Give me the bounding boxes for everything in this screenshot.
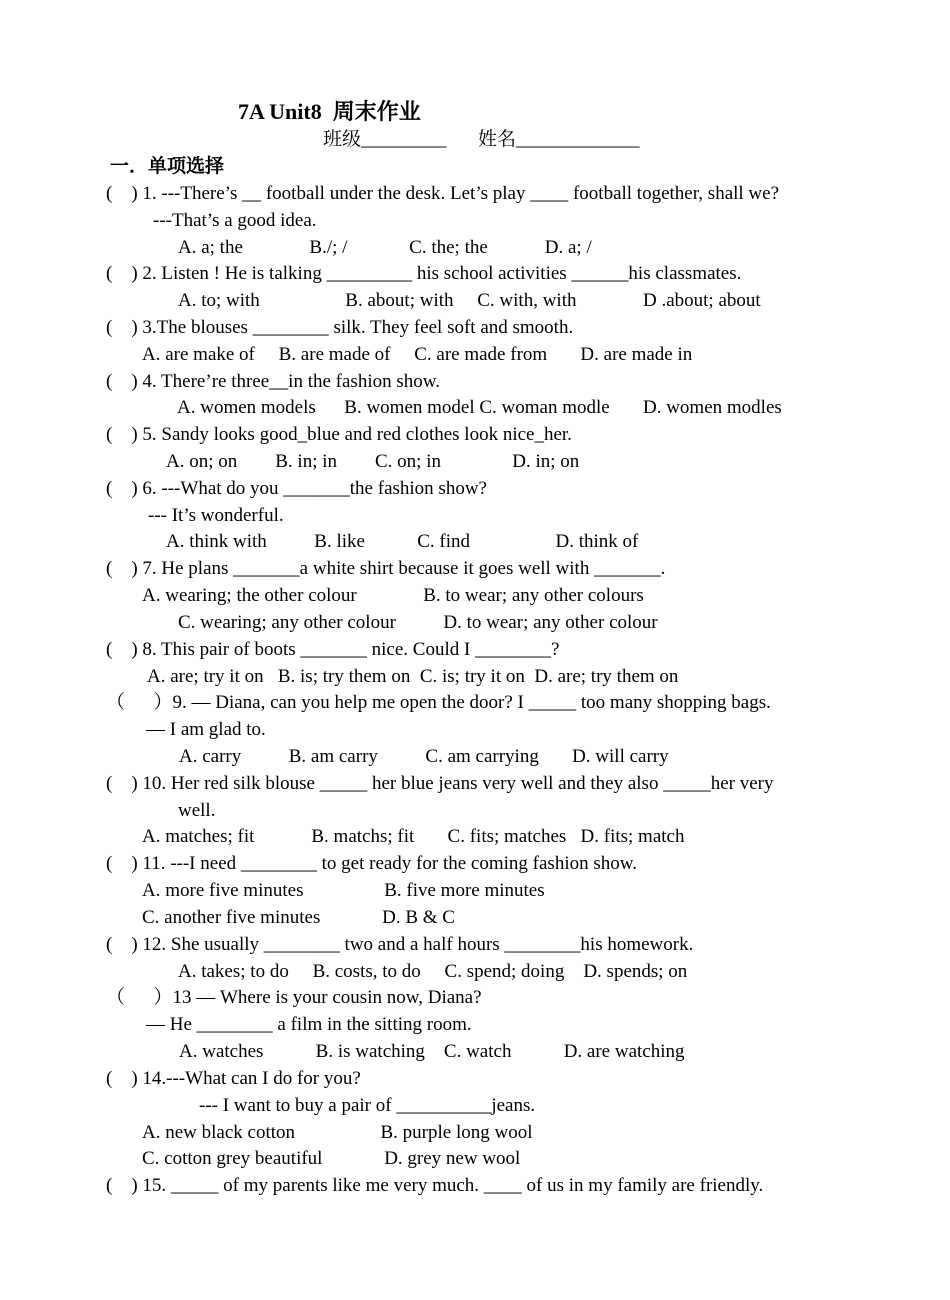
question-9-response: — I am glad to. xyxy=(146,719,266,740)
question-14-response: --- I want to buy a pair of __________jeans. xyxy=(199,1095,536,1116)
question-12-options: A. takes; to do B. costs, to do C. spend; doing D. spends; on xyxy=(178,961,688,982)
question-9: （ ）9. — Diana, can you help me open the door? I _____ too many shopping bags. xyxy=(106,692,771,713)
question-1-response: ---That’s a good idea. xyxy=(153,210,317,231)
question-10-continuation: well. xyxy=(178,800,216,821)
question-14-options-row-1: A. new black cotton B. purple long wool xyxy=(142,1122,533,1143)
question-4: ( ) 4. There’re three__in the fashion show. xyxy=(106,371,440,392)
question-13: （ ）13 — Where is your cousin now, Diana? xyxy=(106,987,482,1008)
question-10-options: A. matches; fit B. matchs; fit C. fits; matches D. fits; match xyxy=(142,826,685,847)
question-1: ( ) 1. ---There’s __ football under the desk. Let’s play ____ football together, shall we? xyxy=(106,183,780,204)
question-3-options: A. are make of B. are made of C. are made from D. are made in xyxy=(142,344,693,365)
document-title: 7A Unit8 周末作业 xyxy=(238,99,421,124)
question-8: ( ) 8. This pair of boots _______ nice. Could I ________? xyxy=(106,639,560,660)
question-11: ( ) 11. ---I need ________ to get ready for the coming fashion show. xyxy=(106,853,637,874)
question-13-options: A. watches B. is watching C. watch D. are watching xyxy=(179,1041,685,1062)
name-field-label: 姓名_____________ xyxy=(478,129,640,150)
question-13-response: — He ________ a film in the sitting room. xyxy=(146,1014,472,1035)
question-7-options-row-1: A. wearing; the other colour B. to wear; any other colours xyxy=(142,585,644,606)
class-field-label: 班级_________ xyxy=(323,129,447,150)
question-11-options-row-2: C. another five minutes D. B & C xyxy=(142,907,455,928)
question-7-options-row-2: C. wearing; any other colour D. to wear; any other colour xyxy=(178,612,658,633)
question-7: ( ) 7. He plans _______a white shirt because it goes well with _______. xyxy=(106,558,666,579)
question-10: ( ) 10. Her red silk blouse _____ her blue jeans very well and they also _____her very xyxy=(106,773,774,794)
question-5: ( ) 5. Sandy looks good_blue and red clothes look nice_her. xyxy=(106,424,572,445)
section-title: 一．单项选择 xyxy=(110,156,225,177)
question-14-options-row-2: C. cotton grey beautiful D. grey new wool xyxy=(142,1148,521,1169)
question-2-options: A. to; with B. about; with C. with, with D .about; about xyxy=(178,290,761,311)
question-12: ( ) 12. She usually ________ two and a half hours ________his homework. xyxy=(106,934,694,955)
question-11-options-row-1: A. more five minutes B. five more minutes xyxy=(142,880,545,901)
question-8-options: A. are; try it on B. is; try them on C. is; try it on D. are; try them on xyxy=(147,666,679,687)
question-1-options: A. a; the B./; / C. the; the D. a; / xyxy=(178,237,592,258)
question-6: ( ) 6. ---What do you _______the fashion show? xyxy=(106,478,487,499)
question-2: ( ) 2. Listen ! He is talking _________ his school activities ______his classmates. xyxy=(106,263,742,284)
question-14: ( ) 14.---What can I do for you? xyxy=(106,1068,361,1089)
question-15: ( ) 15. _____ of my parents like me very much. ____ of us in my family are friendly. xyxy=(106,1175,764,1196)
question-3: ( ) 3.The blouses ________ silk. They feel soft and smooth. xyxy=(106,317,574,338)
question-5-options: A. on; on B. in; in C. on; in D. in; on xyxy=(166,451,580,472)
question-6-response: --- It’s wonderful. xyxy=(148,505,284,526)
question-9-options: A. carry B. am carry C. am carrying D. will carry xyxy=(179,746,669,767)
question-6-options: A. think with B. like C. find D. think of xyxy=(166,531,639,552)
question-4-options: A. women models B. women model C. woman modle D. women modles xyxy=(177,397,782,418)
